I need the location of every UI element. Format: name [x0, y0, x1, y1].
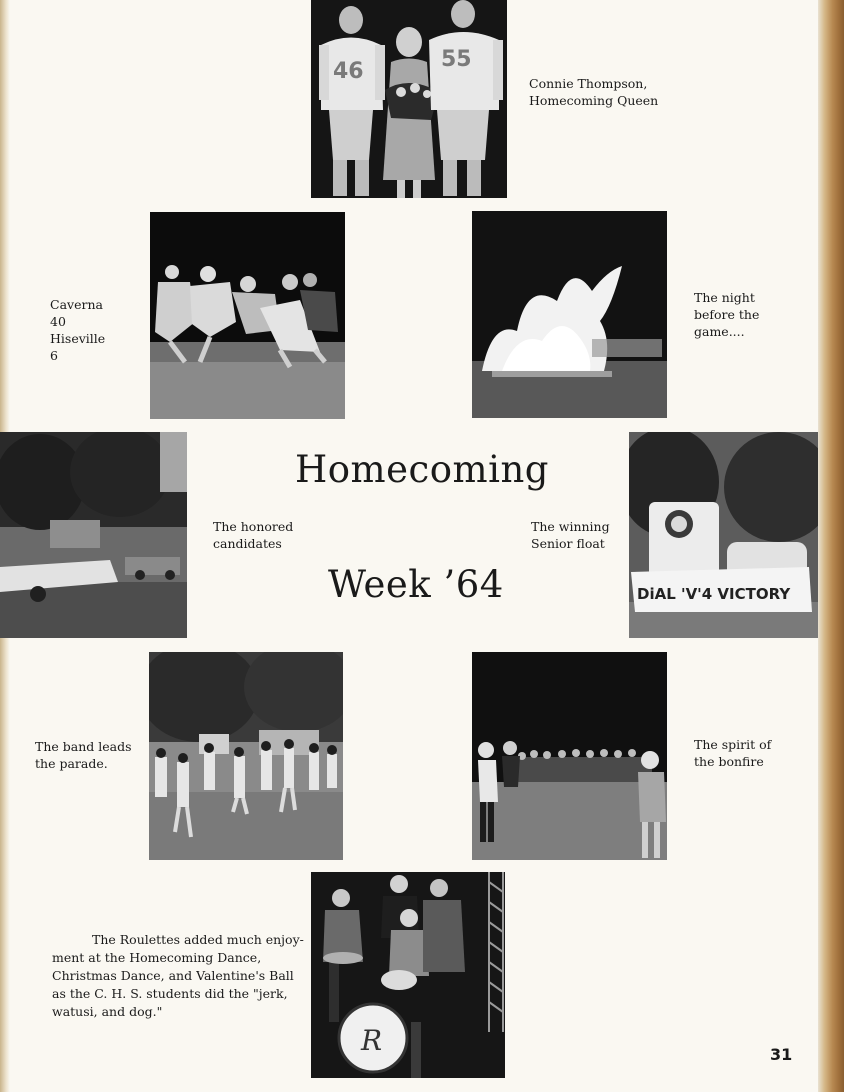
drum-monogram: R [361, 1024, 383, 1057]
night-before-line: The night [694, 290, 755, 305]
book-binding-right [818, 0, 844, 1092]
band-caption-line: the parade. [35, 756, 108, 771]
candidates-line: candidates [213, 536, 282, 551]
senior-float-photo [629, 432, 818, 638]
roulettes-caption [52, 931, 302, 1021]
night-before-caption [694, 289, 759, 340]
night-before-line: before the [694, 307, 760, 322]
bonfire-spirit-line: the bonfire [694, 754, 764, 769]
football-game-photo [150, 212, 345, 419]
team-name: Hiseville [50, 331, 106, 346]
team-score: 40 [50, 314, 66, 329]
roulettes-caption-line: The Roulettes added much enjoy- [92, 932, 304, 947]
bonfire-photo [472, 211, 667, 418]
score-caption [50, 296, 116, 364]
roulettes-caption-line: as the C. H. S. students did the "jerk, [52, 986, 288, 1001]
queen-caption [529, 75, 658, 109]
score-line-hiseville [50, 330, 116, 364]
bonfire-spirit-photo [472, 652, 667, 860]
roulettes-caption-line: watusi, and dog." [52, 1004, 163, 1019]
queen-caption-line: Connie Thompson, [529, 76, 648, 91]
band-caption [35, 738, 132, 772]
night-before-line: game.... [694, 324, 745, 339]
roulettes-band-photo [311, 872, 505, 1078]
roulettes-caption-line: ment at the Homecoming Dance, [52, 950, 262, 965]
jersey-number-46: 46 [333, 59, 364, 84]
jersey-number-55: 55 [441, 47, 472, 72]
page-title-week: Week ’64 [328, 563, 504, 606]
page-title-homecoming: Homecoming [295, 448, 549, 491]
team-score: 6 [50, 348, 58, 363]
senior-float-line: The winning [531, 519, 610, 534]
band-parade-photo [149, 652, 343, 860]
bonfire-spirit-line: The spirit of [694, 737, 772, 752]
bonfire-spirit-caption [694, 736, 771, 770]
senior-float-line: Senior float [531, 536, 605, 551]
float-sign-text: DiAL 'V'4 VICTORY [637, 585, 791, 603]
queen-photo [311, 0, 507, 198]
band-caption-line: The band leads [35, 739, 132, 754]
candidates-parade-photo [0, 432, 187, 638]
candidates-line: The honored [213, 519, 294, 534]
senior-float-caption [531, 518, 610, 552]
queen-caption-line: Homecoming Queen [529, 93, 659, 108]
team-name: Caverna [50, 297, 103, 312]
roulettes-caption-line: Christmas Dance, and Valentine's Ball [52, 968, 294, 983]
candidates-caption [213, 518, 293, 552]
page-number: 31 [770, 1045, 793, 1064]
score-line-caverna [50, 296, 116, 330]
